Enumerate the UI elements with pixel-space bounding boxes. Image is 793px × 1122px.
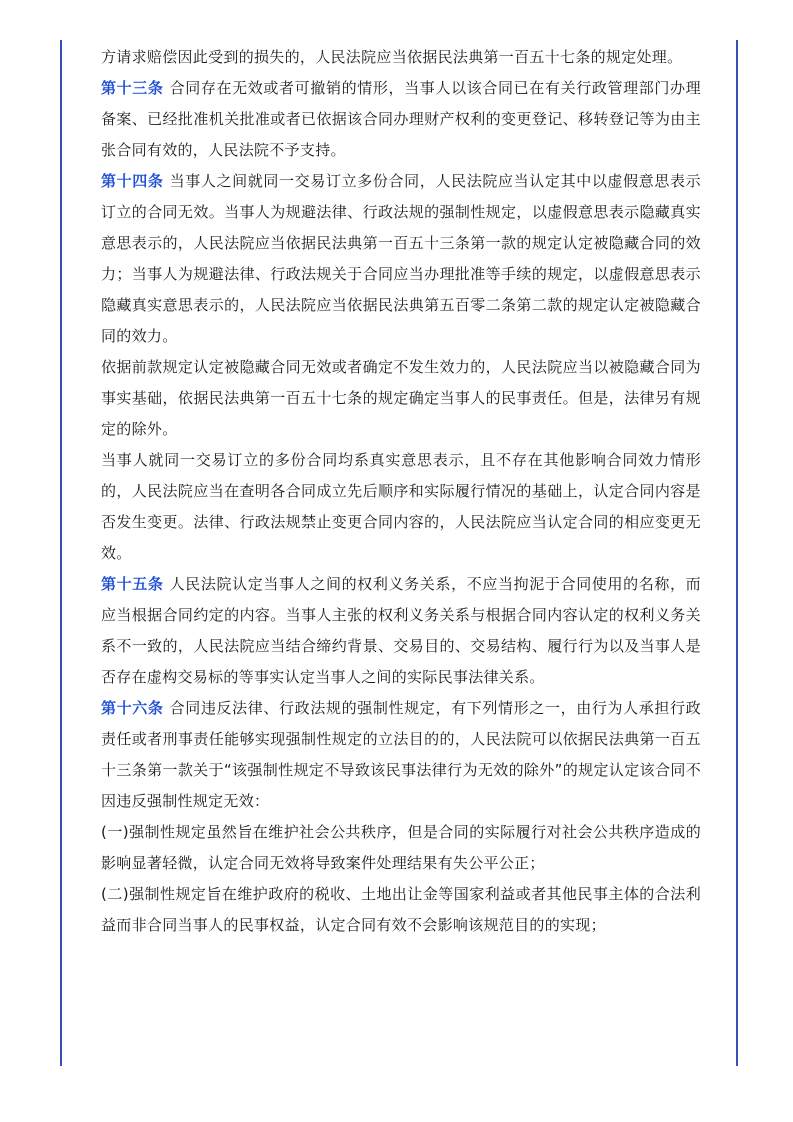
paragraph-text: (一)强制性规定虽然旨在维护社会公共秩序，但是合同的实际履行对社会公共秩序造成的影响显著轻微，认定合同无效将导致案件处理结果有失公平公正； [101,823,701,872]
paragraph-text: 依据前款规定认定被隐藏合同无效或者确定不发生效力的，人民法院应当以被隐藏合同为事实基础，依据民法典第一百五十七条的规定确定当事人的民事责任。但是，法律另有规定的除外。 [101,358,701,438]
article-13 [101,73,701,166]
left-margin-rule [60,40,62,1066]
article-14 [101,166,701,352]
article-14-clause-3 [101,445,701,569]
paragraph-text: 当事人就同一交易订立的多份合同均系真实意思表示，且不存在其他影响合同效力情形的，人民法院应当在查明各合同成立先后顺序和实际履行情况的基础上，认定合同内容是否发生变更。法律、行政法规禁止变更合同内容的，人民法院应当认定合同的相应变更无效。 [101,451,701,562]
paragraph-text: 当事人之间就同一交易订立多份合同，人民法院应当认定其中以虚假意思表示订立的合同无效。当事人为规避法律、行政法规的强制性规定，以虚假意思表示隐藏真实意思表示的，人民法院应当依据民法典第一百五十三条第一款的规定认定被隐藏合同的效力；当事人为规避法律、行政法规关于合同应当办理批准等手续的规定，以虚假意思表示隐藏真实意思表示的，人民法院应当依据民法典第五百零二条第二款的规定认定被隐藏合同的效力。 [101,172,701,345]
paragraph-text: (二)强制性规定旨在维护政府的税收、土地出让金等国家利益或者其他民事主体的合法利益而非合同当事人的民事权益，认定合同有效不会影响该规范目的的实现； [101,885,701,934]
article-number: 第十三条 [101,79,164,97]
paragraph-text: 合同违反法律、行政法规的强制性规定，有下列情形之一，由行为人承担行政责任或者刑事责任能够实现强制性规定的立法目的的，人民法院可以依据民法典第一百五十三条第一款关于“该强制性规定不导致该民事法律行为无效的除外”的规定认定该合同不因违反强制性规定无效： [101,699,701,810]
paragraph-text: 人民法院认定当事人之间的权利义务关系，不应当拘泥于合同使用的名称，而应当根据合同约定的内容。当事人主张的权利义务关系与根据合同内容认定的权利义务关系不一致的，人民法院应当结合缔约背景、交易目的、交易结构、履行行为以及当事人是否存在虚构交易标的等事实认定当事人之间的实际民事法律关系。 [101,575,701,686]
article-number: 第十四条 [101,172,164,190]
article-number: 第十六条 [101,699,164,717]
article-15 [101,569,701,693]
paragraph-text: 合同存在无效或者可撤销的情形，当事人以该合同已在有关行政管理部门办理备案、已经批准机关批准或者已依据该合同办理财产权利的变更登记、移转登记等为由主张合同有效的，人民法院不予支持。 [101,79,701,159]
article-14-clause-2 [101,352,701,445]
article-16 [101,693,701,817]
document-body [101,42,701,941]
article-16-item-2 [101,879,701,941]
paragraph-text: 方请求赔偿因此受到的损失的，人民法院应当依据民法典第一百五十七条的规定处理。 [101,48,683,66]
paragraph-continuation [101,42,701,73]
article-16-item-1 [101,817,701,879]
article-number: 第十五条 [101,575,164,593]
right-margin-rule [736,40,738,1066]
